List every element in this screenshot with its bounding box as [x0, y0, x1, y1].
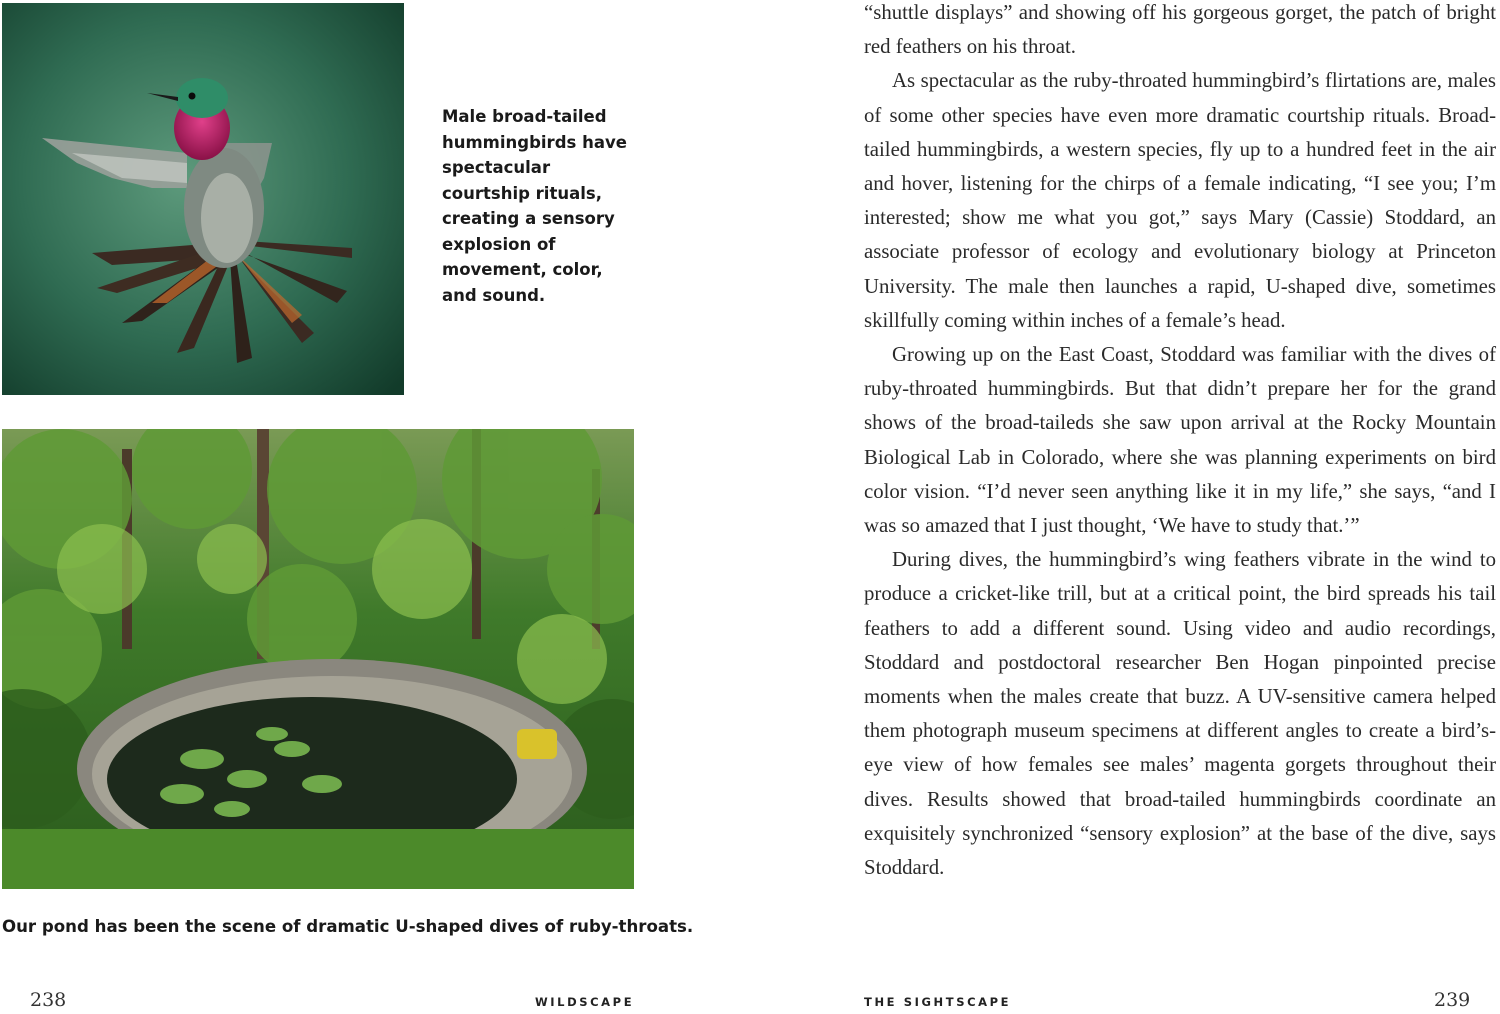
running-head-right: THE SIGHTSCAPE — [864, 995, 1012, 1009]
hummingbird-photo — [2, 3, 404, 395]
paragraph-2: As spectacular as the ruby-throated hummingbird’s flirtations are, males of some other species have even more dramatic courtship rituals. Broad-tailed hummingbirds, a western species, fly up to a hundred feet in the air and hover, listening for the chirps of a female indicating, “I see you; I’m interested; show me what you got,” says Mary (Cassie) Stoddard, an associate professor of ecology and evolutionary biology at Princeton University. The male then launches a rapid, U-shaped dive, sometimes skillfully coming within inches of a female’s head. — [864, 69, 1496, 332]
hummingbird-caption: Male broad-tailed hummingbirds have spectacular courtship rituals, creating a sensory explosion of movement, color, and sound. — [442, 107, 627, 305]
pond-caption: Our pond has been the scene of dramatic U-shaped dives of ruby-throats. — [2, 917, 694, 936]
body-text — [864, 0, 1496, 885]
paragraph-3: Growing up on the East Coast, Stoddard was familiar with the dives of ruby-throated hummingbirds. But that didn’t prepare her for the grand shows of the broad-taileds she saw upon arrival at the Rocky Mountain Biological Lab in Colorado, where she was planning experiments on bird color vision. “I’d never seen anything like it in my life,” she says, “and I was so amazed that I just thought, ‘We have to study that.’” — [864, 343, 1496, 538]
pond-photo — [2, 429, 634, 889]
page-number-right: 239 — [1434, 989, 1471, 1011]
running-head-left: WILDSCAPE — [535, 995, 635, 1009]
paragraph-4: During dives, the hummingbird’s wing feathers vibrate in the wind to produce a cricket-like trill, but at a critical point, the bird spreads his tail feathers to add a different sound. Using video and audio recordings, Stoddard and postdoctoral researcher Ben Hogan pinpointed precise moments when the males create that buzz. A UV-sensitive camera helped them photograph museum specimens at different angles to create a bird’s-eye view of how females see males’ magenta gorgets throughout their dives. Results showed that broad-tailed hummingbirds coordinate an exquisitely synchronized “sensory explosion” at the base of the dive, says Stoddard. — [864, 548, 1496, 880]
page-number-left: 238 — [30, 989, 67, 1011]
paragraph-1: “shuttle displays” and showing off his gorgeous gorget, the patch of bright red feathers on his throat. — [864, 1, 1496, 59]
